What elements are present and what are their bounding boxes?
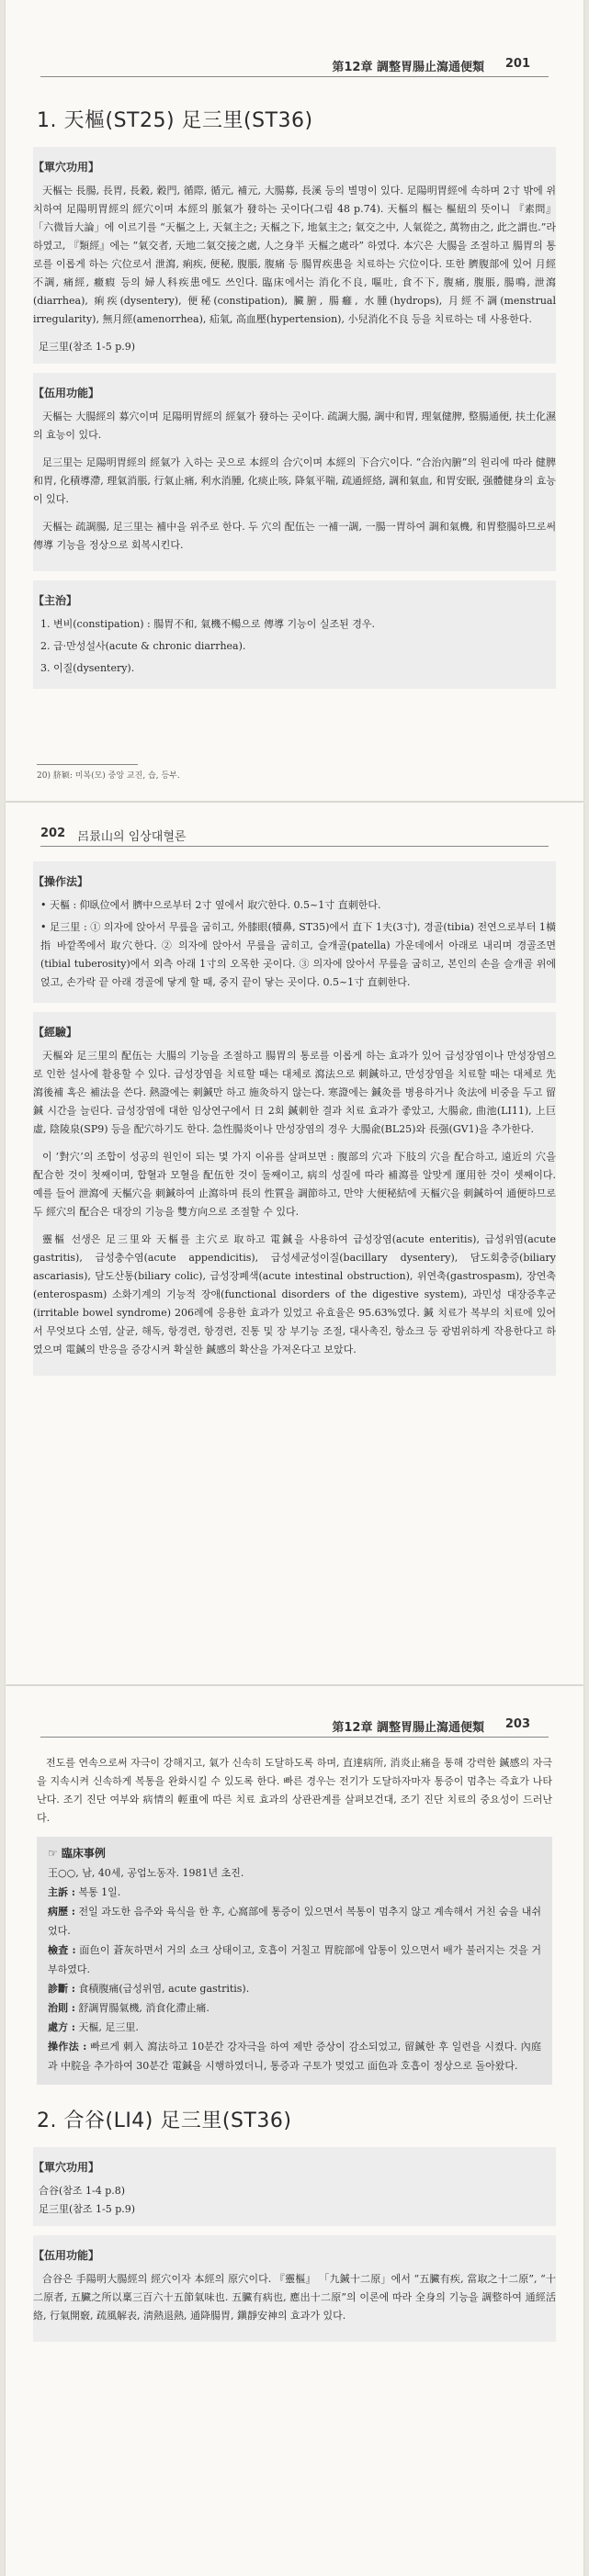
running-header [40, 823, 549, 847]
single-function-ref-1: 合谷(참조 1-4 p.8) [39, 2185, 126, 2197]
experience-paragraph-2: 이 ‘對穴’의 조합이 성공의 원인이 되는 몇 가지 이유를 살펴보면 : 腹部의 穴과 下肢의 穴을 配合하고, 遠近의 穴을 配合한 것이 첫째이며, 합혈과 모혈을 配伍한 것이 둘째이고, 病의 성질에 따라 補瀉를 알맞게 運用한 것이 셋째이다. 예를 들어 泄瀉에 天樞穴을 刺鍼하여 止瀉하며 長의 性質을 調節하고, 만약 大便秘結에 天樞穴을 刺鍼하여 通便하므로 두 經穴의 配合은 대장의 기능을 雙方向으로 조절할 수 있다. [33, 1151, 556, 1218]
single-function-block [33, 147, 556, 364]
section-heading-2: 2. 合谷(LI4) 足三里(ST36) [37, 2109, 292, 2132]
running-header [40, 53, 549, 77]
single-function-heading: 【單穴功用】 [33, 161, 100, 174]
book-title: 呂景山의 임상대혈론 [77, 830, 187, 844]
single-function-paragraph: 天樞는 長腸, 長胃, 長穀, 穀門, 循際, 循元, 補元, 大腸募, 長溪 등의 별명이 있다. 足陽明胃經에 속하며 2寸 밖에 위치하여 足陽明胃經의 經穴이며 本經의 脈氣가 發하는 곳이다(그림 48 p.74). 天樞의 樞는 樞紐의 뜻이니 『素問』 「六微旨大論」에 이르기를 “天樞之上, 天氣主之; 天樞之下, 地氣主之; 氣交之中, 人氣從之, 萬物由之, 此之謂也.”라 하였고, 『類經』에는 “氣交者, 天地二氣交接之處, 人之身半 天樞之處라” 하였다. 本穴은 大腸을 조절하고 腸胃의 통로를 이롭게 하는 穴位로서 泄瀉, 痢疾, 便秘, 腹脹, 腹痛 등 腸胃疾患을 치료하는 穴位이다. 또한 臍腹部에 있어 月經不調, 痛經, 癥瘕 등의 婦人科疾患에도 쓰인다. 臨床에서는 消化不良, 嘔吐, 食不下, 腹痛, 腹脹, 腸鳴, 泄瀉(diarrhea), 痢疾(dysentery), 便秘(constipation), 臟腑, 腸癰, 水腫(hydrops), 月經不調(menstrual irregularity), 無月經(amenorrhea), 疝氣, 高血壓(hypertension), 小兒消化不良 등을 치료하는 데 사용한다. [33, 185, 556, 325]
combo-function-block [33, 373, 556, 571]
main-treatment-heading: 【主治】 [33, 594, 78, 607]
page-number: 202 [40, 827, 66, 840]
single-function-heading: 【單穴功用】 [33, 2161, 100, 2174]
header-rule [40, 846, 549, 847]
experience-heading: 【經驗】 [33, 1026, 78, 1039]
case-history [48, 1902, 541, 1940]
list-item: 1. 변비(constipation) : 腸胃不和, 氣機不暢으로 傳導 기능이 실조된 경우. [40, 618, 375, 630]
case-value: 面色이 蒼灰하면서 거의 쇼크 상태이고, 호흡이 거칠고 胃脘部에 압통이 있으면서 배가 불러지는 것을 거부하였다. [48, 1944, 542, 1975]
combo-function-heading: 【伍用功能】 [33, 387, 100, 399]
case-label: 檢査 : [48, 1944, 76, 1956]
header-rule [40, 76, 549, 77]
case-label: 診斷 : [48, 1983, 75, 1995]
combo-paragraph-1: 合谷은 手陽明大腸經의 經穴이자 本經의 原穴이다. 『靈樞』 「九鍼十二原」에서 “五臟有疾, 當取之十二原”, “十二原者, 五臟之所以稟三百六十五節氣味也. 五臟有病也, 應出十二原”의 이론에 따라 全身의 기능을 調整하여 通經活絡, 行氣開竅, 疏風解表, 淸熱退熱, 通降腸胃, 鎭靜安神의 효과가 있다. [33, 2273, 556, 2322]
page-201-body [33, 108, 556, 698]
case-diagnosis [48, 1979, 541, 1998]
case-value: 天樞, 足三里. [78, 2021, 139, 2033]
combo-function-heading: 【伍用功能】 [33, 2249, 100, 2262]
footnote-rule [37, 764, 138, 765]
header-rule [40, 1737, 549, 1738]
experience-block [33, 1012, 556, 1376]
clinical-case-box [37, 1837, 552, 2085]
combo-paragraph-3: 天樞는 疏調腸, 足三里는 補中을 위주로 한다. 두 穴의 配伍는 一補一調, 一腸一胃하여 調和氣機, 和胃整腸하므로써 傳導 기능을 정상으로 회복시킨다. [33, 521, 556, 551]
intro-paragraph: 전도를 연속으로써 자극이 강해지고, 氣가 신속히 도달하도록 하며, 直達病所, 消炎止痛을 통해 강력한 鍼感의 자극을 지속시켜 신속하게 복통을 완화시킬 수 있도록 한다. 빠른 경우는 전기가 도달하자마자 통증이 멈추는 즉효가 나타난다. 조기 진단 여부와 病情의 輕重에 따른 치료 효과의 상관관계를 살펴보건대, 조기 진단 치료의 중요성이 드러난다. [37, 1757, 552, 1824]
chapter-title: 第12章 調整胃腸止瀉通便類 [332, 61, 484, 74]
case-label: 治則 : [48, 2002, 75, 2014]
page-203 [6, 1686, 583, 2576]
experience-paragraph-3: 靈樞 선생은 足三里와 天樞를 主穴로 取하고 電鍼을 사용하여 급성장염(acute enteritis), 급성위염(acute gastritis), 급성충수염(acute appendicitis), 급성세균성이질(bacillary dysentery), 담도회충증(biliary ascariasis), 담도산통(biliary colic), 급성장폐색(acute intestinal obstruction), 위연축(gastrospasm), 장연축(enterospasm) 소화기계의 기능적 장애(functional disorders of the digestive system), 과민성 대장증후군(irritable bowel syndrome) 206례에 응용한 효과가 있었고 유효율은 95.63%였다. 鍼 치료가 복부의 치료에 있어서 무엇보다 소염, 살균, 해독, 항경련, 항경련, 진통 및 장 부기능 조절, 대사촉진, 항쇼크 등 광범위하게 작용한다고 하였으며 電鍼의 반응을 증강시켜 확실한 鍼感의 확산을 가져온다고 보았다. [33, 1233, 556, 1355]
case-label: 主訴 : [48, 1886, 75, 1898]
combo-paragraph-1: 天樞는 大腸經의 募穴이며 足陽明胃經의 經氣가 發하는 곳이다. 疏調大腸, 調中和胃, 理氣健脾, 整腸通便, 扶土化濕의 효능이 있다. [33, 411, 556, 441]
case-value: 舒調胃腸氣機, 消食化滯止痛. [78, 2002, 210, 2014]
single-function-ref-2: 足三里(참조 1-5 p.9) [39, 2203, 136, 2215]
list-item: 2. 급·만성설사(acute & chronic diarrhea). [40, 640, 246, 652]
single-function-ref: 足三里(참조 1-5 p.9) [39, 341, 136, 353]
case-value: 食積腹痛(급성위염, acute gastritis). [78, 1983, 250, 1995]
method-block [33, 861, 556, 1003]
case-exam [48, 1940, 541, 1979]
case-prescription [48, 2018, 541, 2037]
page-number: 203 [504, 1717, 530, 1731]
case-treatment-rule [48, 1998, 541, 2018]
combo-function-block-2 [33, 2235, 556, 2342]
case-label: 病歷 : [48, 1906, 75, 1918]
page-number: 201 [504, 57, 530, 71]
main-treatment-block [33, 580, 556, 689]
page-202 [6, 803, 583, 1684]
page-201 [6, 0, 583, 801]
case-label: 操作法 : [48, 2041, 87, 2053]
case-patient: 王○○, 남, 40세, 공업노동자. 1981년 초진. [48, 1867, 244, 1879]
page-203-body [33, 1754, 556, 2351]
footnote-text: 20) 脐颖: 미복(모) 중앙 교진, 습, 등부. [37, 771, 180, 781]
method-list [40, 896, 556, 992]
section-heading: 1. 天樞(ST25) 足三里(ST36) [37, 109, 313, 132]
page-202-body [33, 861, 556, 1385]
case-value: 빠르게 刺入 瀉法하고 10분간 강자극을 하여 제반 증상이 감소되었고, 留鍼한 후 일련을 시켰다. 內庭과 中脘을 추가하여 30분간 電鍼을 시행하였더니, 통증과 구토가 멎었고 面色과 호흡이 정상으로 돌아왔다. [48, 2041, 542, 2072]
main-treatment-list [40, 615, 556, 678]
footnote [37, 764, 552, 781]
case-procedure [48, 2037, 541, 2075]
list-item: • 天樞 : 仰臥位에서 臍中으로부터 2寸 옆에서 取穴한다. 0.5~1寸 直刺한다. [40, 899, 381, 911]
case-title: ☞ 臨床事例 [48, 1847, 106, 1860]
single-function-block-2 [33, 2147, 556, 2226]
case-label: 處方 : [48, 2021, 75, 2033]
experience-paragraph-1: 天樞와 足三里의 配伍는 大腸의 기능을 조절하고 腸胃의 통로를 이롭게 하는 효과가 있어 급성장염이나 만성장염으로 인한 설사에 활용할 수 있다. 급성장염을 치료할 때는 대체로 瀉法으로 刺鍼하고, 만성장염을 치료할 때는 대체로 先瀉後補 혹은 補法을 쓴다. 熱證에는 刺鍼만 하고 施灸하지 않는다. 寒證에는 鍼灸를 병용하거나 灸法에 비중을 두고 留鍼 시간을 늘린다. 급성장염에 대한 임상연구에서 日 2회 鍼刺한 결과 치료 효과가 좋았고, 大腸兪, 曲池(LI11), 上巨虛, 陰陵泉(SP9) 등을 配穴하기도 한다. 急性腸炎이나 만성장염의 경우 大腸兪(BL25)와 長强(GV1)을 추가한다. [33, 1050, 556, 1135]
case-value: 복통 1일. [78, 1886, 121, 1898]
list-item: • 足三里 : ① 의자에 앉아서 무릎을 굽히고, 外膝眼(犢鼻, ST35)에서 直下 1夫(3寸), 경골(tibia) 전연으로부터 1橫指 바깥쪽에서 取穴한다. ② 의자에 앉아서 무릎을 굽히고, 슬개골(patella) 가운데에서 아래로 내리며 경골조면(tibial tuberosity)에서 외측 아래 1寸의 오목한 곳이다. ③ 의자에 앉아서 무릎을 굽히고, 본인의 손을 슬개골 위에 얹고, 손가락 끝 아래 경골에 닿게 할 때, 중지 끝이 닿는 곳이다. 0.5~1寸 直刺한다. [40, 921, 556, 988]
combo-paragraph-2: 足三里는 足陽明胃經의 經氣가 入하는 곳으로 本經의 合穴이며 本經의 下合穴이다. “合治內腑”의 원리에 따라 健脾和胃, 化積導滯, 理氣消脹, 行氣止痛, 利水消腫, 化痰止咳, 降氣平喘, 疏通經絡, 調和氣血, 和胃安眠, 强體健身의 효능이 있다. [33, 456, 556, 505]
method-heading: 【操作法】 [33, 875, 89, 888]
list-item: 3. 이질(dysentery). [40, 662, 135, 674]
case-value: 전일 과도한 음주와 육식을 한 후, 心窩部에 통증이 있으면서 복통이 멈추지 않고 계속해서 거친 숨을 내쉬었다. [48, 1906, 542, 1937]
chapter-title: 第12章 調整胃腸止瀉通便類 [332, 1721, 484, 1735]
case-complaint [48, 1883, 541, 1902]
running-header [40, 1714, 549, 1738]
